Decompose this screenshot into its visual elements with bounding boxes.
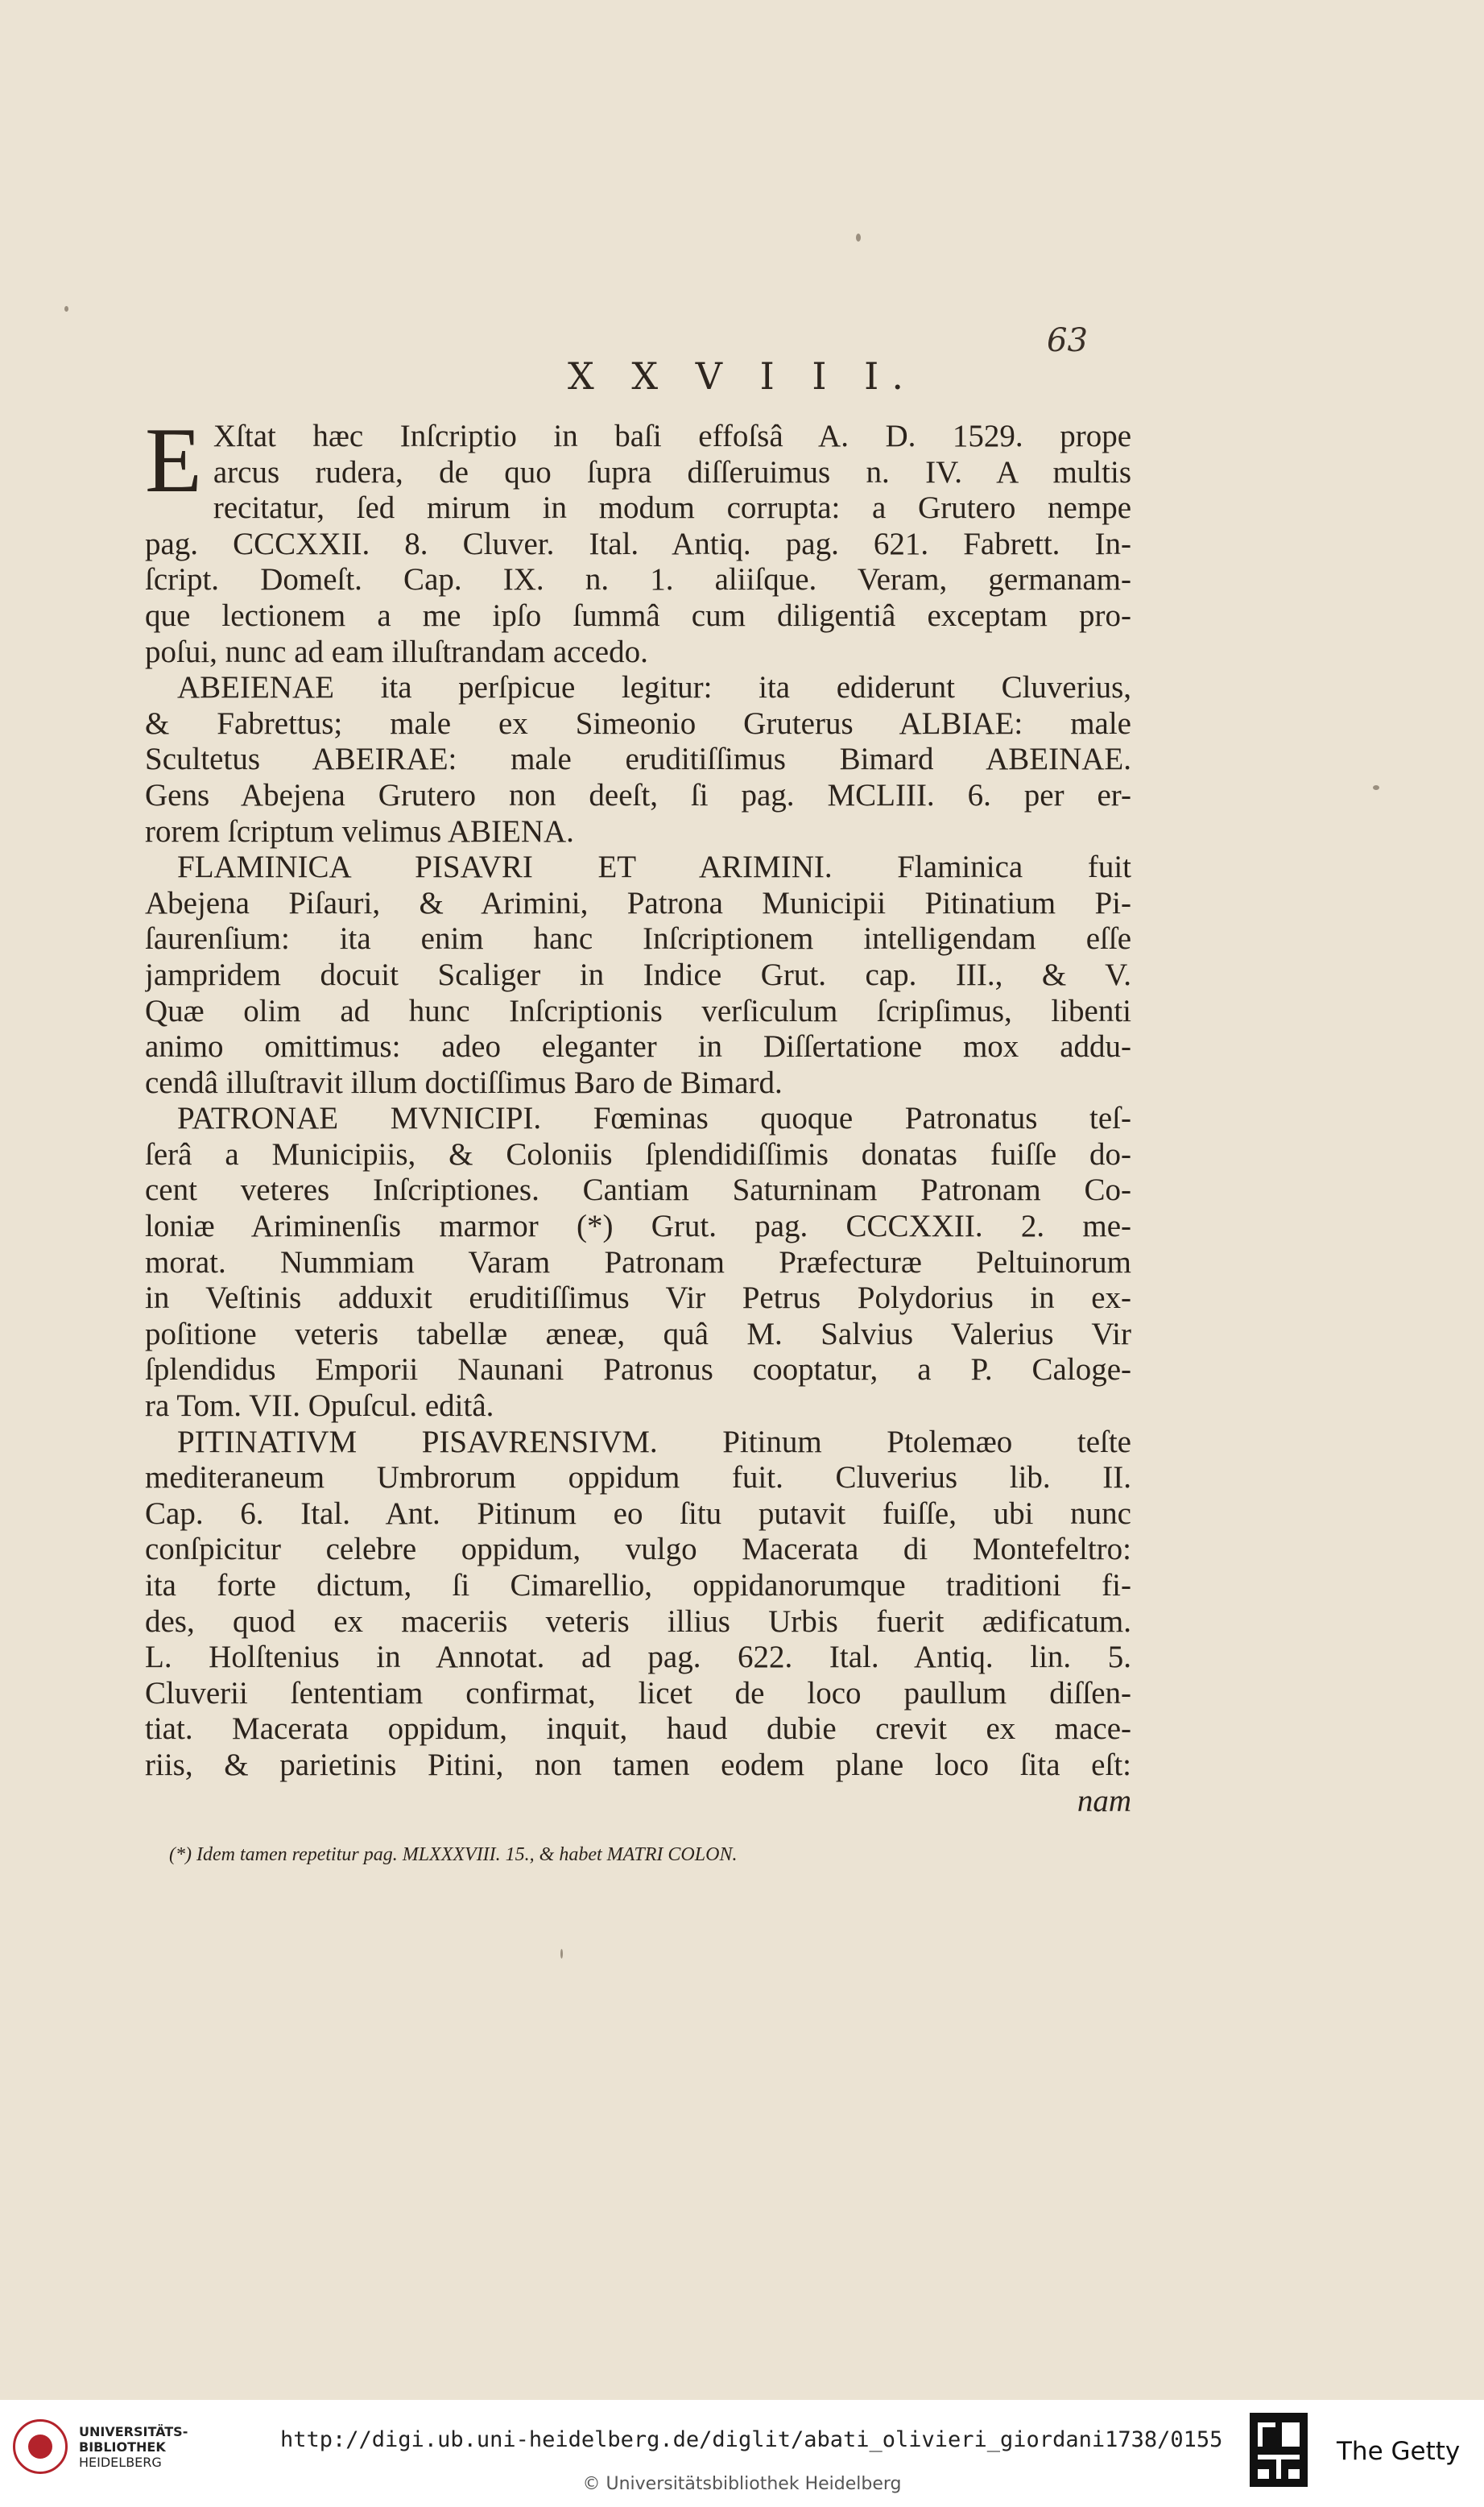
library-logo[interactable] [13, 2419, 188, 2474]
library-name-2: BIBLIOTHEK [79, 2439, 166, 2455]
text-line: ra Tom. VII. Opuſcul. editâ. [145, 1388, 494, 1424]
text-line: poſui, nunc ad eam illuſtrandam accedo. [145, 634, 648, 669]
text-line: ABEIENAE ita perſpicue legitur: ita ediderunt Cluverius, [177, 670, 1131, 705]
text-line: Scultetus ABEIRAE: male eruditiſſimus Bimard ABEINAE. [145, 742, 1131, 777]
text-line: cendâ illuſtravit illum doctiſſimus Baro de Bimard. [145, 1065, 783, 1100]
partner-name: The Getty [1337, 2437, 1461, 2466]
text-line: ſplendidus Emporii Naunani Patronus cooptatur, a P. Caloge- [145, 1352, 1131, 1388]
text-line: tiat. Macerata oppidum, inquit, haud dubie crevit ex mace- [145, 1711, 1131, 1747]
text-line: Cluverii ſententiam confirmat, licet de loco paullum diſſen- [145, 1675, 1131, 1711]
paper-speck [560, 1949, 563, 1959]
text-line: Quæ olim ad hunc Inſcriptionis verſiculum ſcripſimus, libenti [145, 993, 1131, 1028]
text-line: mediteraneum Umbrorum oppidum fuit. Cluverius lib. II. [145, 1460, 1131, 1496]
text-line: L. Holſtenius in Annotat. ad pag. 622. Ital. Antiq. lin. 5. [145, 1640, 1131, 1675]
paper-speck [64, 306, 68, 312]
body-text [145, 409, 1131, 1819]
text-line: conſpicitur celebre oppidum, vulgo Macerata di Montefeltro: [145, 1532, 1131, 1567]
text-line: que lectionem a me ipſo ſummâ cum diligentiâ exceptam pro- [145, 598, 1131, 633]
text-line: ſaurenſium: ita enim hanc Inſcriptionem intelligendam eſſe [145, 921, 1131, 957]
text-line: arcus rudera, de quo ſupra diſſeruimus n. IV. A multis [213, 454, 1131, 490]
viewer-footer [0, 2400, 1484, 2507]
permalink-url[interactable]: http://digi.ub.uni-heidelberg.de/diglit/abati_olivieri_giordani1738/0155 [280, 2427, 1223, 2452]
library-city: HEIDELBERG [79, 2454, 162, 2470]
text-line: FLAMINICA PISAVRI ET ARIMINI. Flaminica fuit [177, 850, 1131, 885]
text-line: Xſtat hæc Inſcriptio in baſi effoſsâ A. D. 1529. prope [213, 419, 1131, 453]
text-line: pag. CCCXXII. 8. Cluver. Ital. Antiq. pag. 621. Fabrett. In- [145, 526, 1131, 561]
drop-cap: E [145, 409, 202, 512]
text-line: riis, & parietinis Pitini, non tamen eodem plane loco ſita eſt: [145, 1747, 1131, 1782]
text-line: loniæ Ariminenſis marmor (*) Grut. pag. CCCXXII. 2. me- [145, 1209, 1131, 1244]
catchword: nam [1077, 1783, 1131, 1818]
text-line: & Fabrettus; male ex Simeonio Gruterus ALBIAE: male [145, 705, 1131, 741]
library-name: UNIVERSITÄTS- [79, 2423, 188, 2439]
page-number: 63 [1047, 322, 1088, 359]
text-line: PITINATIVM PISAVRENSIVM. Pitinum Ptolemæo teſte [177, 1424, 1131, 1459]
getty-logo-icon[interactable] [1250, 2413, 1308, 2487]
text-line: ſerâ a Municipiis, & Coloniis ſplendidiſſimis donatas fuiſſe do- [145, 1136, 1131, 1172]
text-line: cent veteres Inſcriptiones. Cantiam Saturninam Patronam Co- [145, 1173, 1131, 1208]
text-line: jampridem docuit Scaliger in Indice Grut. cap. III., & V. [145, 957, 1131, 992]
copyright-notice: © Universitätsbibliothek Heidelberg [582, 2474, 902, 2494]
text-line: des, quod ex maceriis veteris illius Urbis fuerit ædificatum. [145, 1603, 1131, 1639]
text-line: in Veſtinis adduxit eruditiſſimus Vir Petrus Polydorius in ex- [145, 1280, 1131, 1316]
text-line: ſcript. Domeſt. Cap. IX. n. 1. aliiſque. Veram, germanam- [145, 562, 1131, 598]
section-heading: X X V I I I. [568, 354, 916, 398]
paper-speck [856, 234, 861, 242]
text-line: morat. Nummiam Varam Patronam Præfecturæ Peltuinorum [145, 1244, 1131, 1280]
text-line: Gens Abejena Grutero non deeſt, ſi pag. MCLIII. 6. per er- [145, 777, 1131, 813]
text-line: animo omittimus: adeo eleganter in Diſſertatione mox addu- [145, 1029, 1131, 1065]
text-line: ita forte dictum, ſi Cimarellio, oppidanorumque traditioni fi- [145, 1568, 1131, 1603]
text-line: recitatur, ſed mirum in modum corrupta: a Grutero nempe [213, 490, 1131, 526]
text-line: Cap. 6. Ital. Ant. Pitinum eo ſitu putavit fuiſſe, ubi nunc [145, 1496, 1131, 1531]
text-line: rorem ſcriptum velimus ABIENA. [145, 813, 574, 849]
footnote: (*) Idem tamen repetitur pag. MLXXXVIII. 15., & habet MATRI COLON. [169, 1844, 738, 1865]
text-line: PATRONAE MVNICIPI. Fœminas quoque Patronatus teſ- [177, 1101, 1131, 1136]
text-line: Abejena Piſauri, & Arimini, Patrona Municipii Pitinatium Pi- [145, 885, 1131, 920]
university-seal-icon [13, 2419, 68, 2474]
text-line: poſitione veteris tabellæ æneæ, quâ M. Salvius Valerius Vir [145, 1316, 1131, 1351]
paper-speck [1373, 785, 1379, 790]
